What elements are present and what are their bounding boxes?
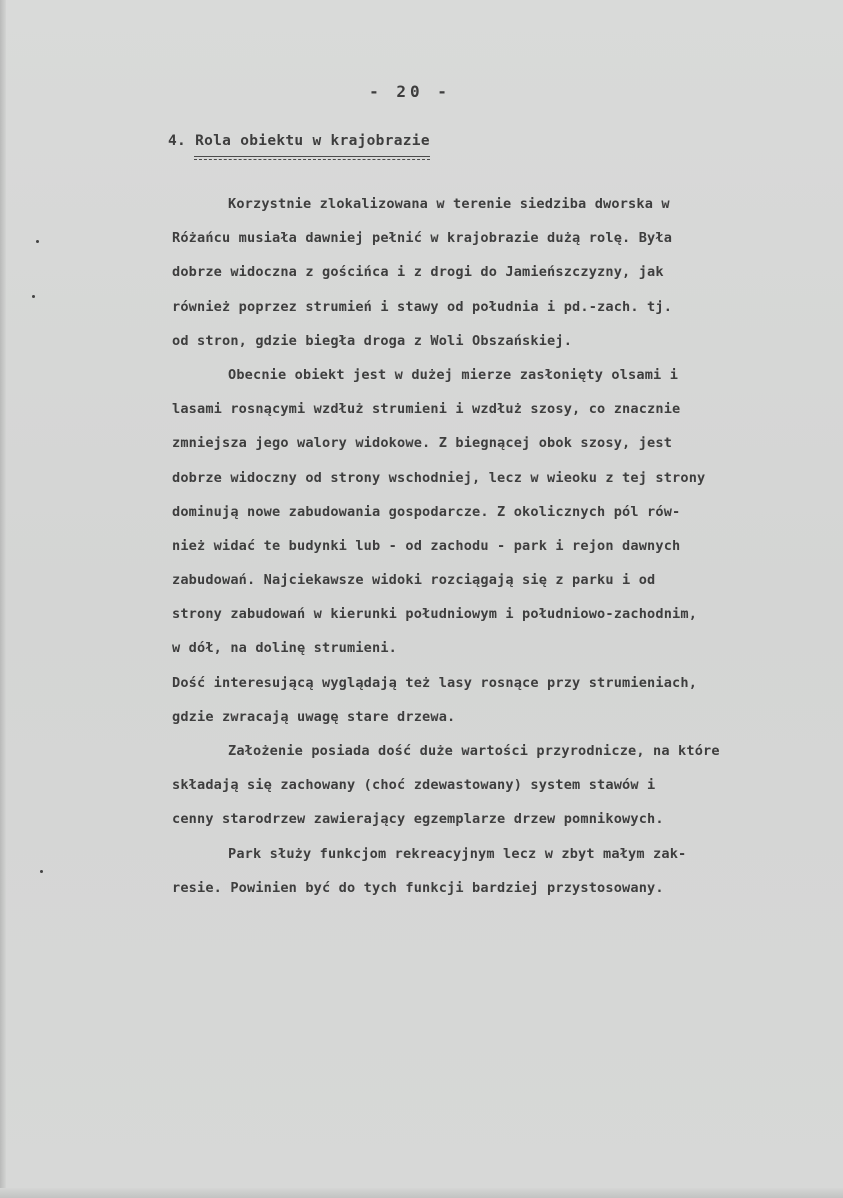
text-line: Korzystnie zlokalizowana w terenie siedziba dworska w (228, 196, 670, 212)
text-line: składają się zachowany (choć zdewastowany) system stawów i (172, 777, 656, 794)
scan-left-edge (0, 0, 6, 1198)
text-line: również poprzez strumień i stawy od południa i pd.-zach. tj. (172, 298, 673, 315)
text-line: nież widać te budynki lub - od zachodu - park i rejon dawnych (172, 537, 681, 554)
text-line: Park służy funkcjom rekreacyjnym lecz w zbyt małym zak- (228, 845, 687, 862)
text-line: w dół, na dolinę strumieni. (172, 640, 398, 657)
body-text (172, 187, 840, 905)
text-line: zabudowań. Najciekawsze widoki rozciągają się z parku i od (172, 572, 656, 589)
scan-speck (32, 295, 35, 298)
text-line: dobrze widoczna z gościńca i z drogi do Jamieńszczyzny, jak (172, 264, 664, 281)
section-heading (168, 133, 430, 149)
text-line: dominują nowe zabudowania gospodarcze. Z okolicznych pól rów- (172, 503, 681, 520)
text-line: lasami rosnącymi wzdłuż strumieni i wzdłuż szosy, co znacznie (172, 401, 681, 418)
scan-speck (36, 240, 39, 243)
text-line: strony zabudowań w kierunki południowym i południowo-zachodnim, (172, 606, 698, 623)
text-line: od stron, gdzie biegła droga z Woli Obszańskiej. (172, 332, 573, 349)
page-number: - 20 - (369, 82, 451, 101)
heading-underline (194, 155, 430, 157)
text-line: dobrze widoczny od strony wschodniej, lecz w wieoku z tej strony (172, 469, 706, 486)
text-line: cenny starodrzew zawierający egzemplarze drzew pomnikowych. (172, 811, 664, 828)
text-line: resie. Powinien być do tych funkcji bardziej przystosowany. (172, 879, 664, 896)
heading-underline-dashed (194, 158, 430, 160)
section-heading-text: 4. Rola obiektu w krajobrazie (168, 133, 430, 149)
text-line: Dość interesującą wyglądają też lasy rosnące przy strumieniach, (172, 674, 698, 691)
text-line: Założenie posiada dość duże wartości przyrodnicze, na które (228, 743, 720, 759)
text-line: gdzie zwracają uwagę stare drzewa. (172, 708, 456, 725)
text-line: Obecnie obiekt jest w dużej mierze zasłonięty olsami i (228, 366, 679, 383)
text-line: Różańcu musiała dawniej pełnić w krajobrazie dużą rolę. Była (172, 230, 673, 247)
scan-bottom-edge (0, 1188, 843, 1198)
text-line: zmniejsza jego walory widokowe. Z biegnącej obok szosy, jest (172, 435, 673, 452)
scan-speck (40, 870, 43, 873)
